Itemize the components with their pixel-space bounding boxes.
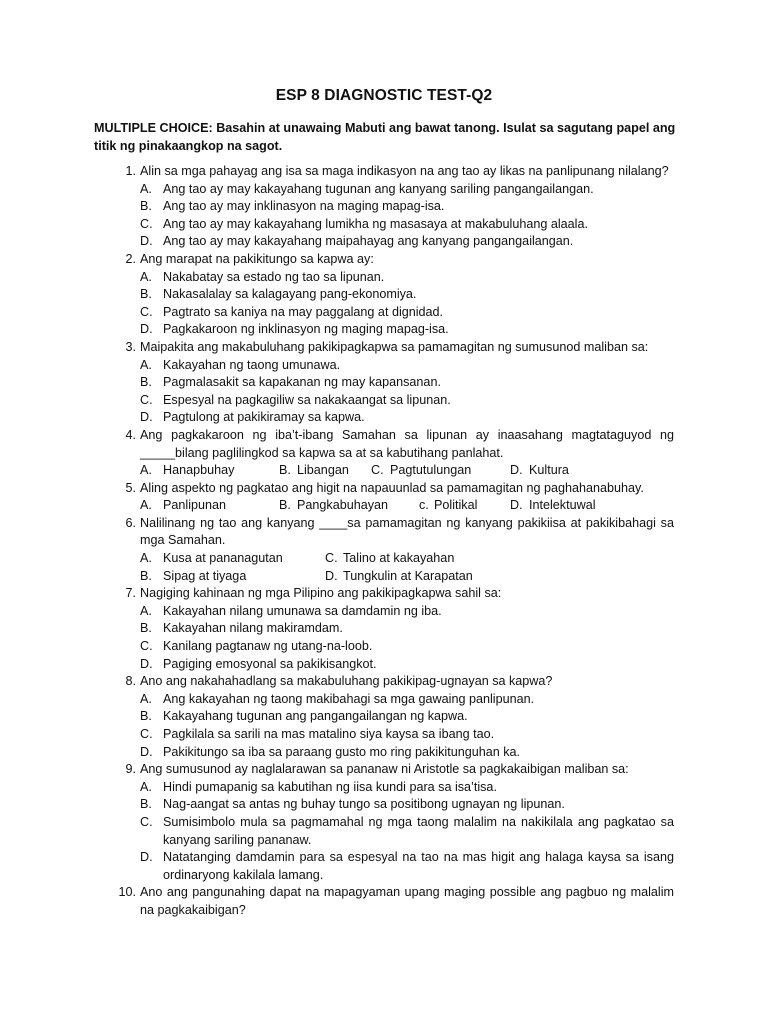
option-text: Panlipunan: [163, 498, 227, 513]
option-text: Pagiging emosyonal sa pakikisangkot.: [163, 656, 377, 671]
option-text: Ang tao ay may inklinasyon na maging mapag-isa.: [163, 199, 445, 214]
option-7b: [0, 620, 768, 638]
option-1c: [0, 216, 768, 234]
question-number: 3.: [125, 339, 136, 354]
question-text: Alin sa mga pahayag ang isa sa maga indikasyon na ang tao ay likas na panlipunang nilalang?: [140, 164, 669, 178]
option-text: Sumisimbolo mula sa pagmamahal ng mga taong malalim na nakikilala ang pagkatao sa kanyang sariling pananaw.: [163, 814, 674, 847]
option-8d: [0, 744, 768, 762]
option-text: Pakikitungo sa iba sa paraang gusto mo ring pakikitunguhan ka.: [163, 744, 521, 759]
option-9a: [0, 779, 768, 797]
option-letter: D.: [510, 463, 523, 478]
question-5: [0, 480, 768, 498]
option-letter: D.: [140, 744, 153, 759]
option-text: Kanilang pagtanaw ng utang-na-loob.: [163, 639, 373, 654]
option-2a: [0, 269, 768, 287]
option-letter: B.: [140, 375, 152, 390]
option-row-6a: [0, 550, 768, 568]
option-text: Talino at kakayahan: [343, 551, 455, 566]
option-letter: D.: [140, 234, 153, 249]
option-letter: B.: [140, 287, 152, 302]
option-3d: [0, 409, 768, 427]
option-letter: C.: [140, 392, 153, 407]
question-4: [0, 427, 768, 462]
option-letter: A.: [140, 691, 152, 706]
question-number: 2.: [125, 251, 136, 266]
option-text: Kakayahan nilang makiramdam.: [163, 621, 343, 636]
option-text: Sipag at tiyaga: [163, 568, 247, 583]
option-letter: A.: [140, 498, 152, 513]
option-letter: B.: [140, 797, 152, 812]
option-text: Pangkabuhayan: [297, 498, 389, 513]
question-9: [0, 761, 768, 779]
option-letter: D.: [140, 850, 153, 865]
option-text: Espesyal na pagkagiliw sa nakakaangat sa lipunan.: [163, 392, 451, 407]
option-9b: [0, 796, 768, 814]
option-3a: [0, 357, 768, 375]
option-letter: D.: [510, 498, 523, 513]
question-text: Ano ang pangunahing dapat na mapagyaman upang maging possible ang pagbuo ng malalim na pagkakaibigan?: [140, 885, 674, 917]
option-letter: D.: [140, 322, 153, 337]
page-title: ESP 8 DIAGNOSTIC TEST-Q2: [275, 87, 493, 104]
option-letter: B.: [279, 498, 291, 513]
question-3: [0, 339, 768, 357]
option-7d: [0, 656, 768, 674]
option-8a: [0, 691, 768, 709]
option-letter: c.: [419, 498, 429, 513]
option-2d: [0, 321, 768, 339]
option-letter: D.: [140, 410, 153, 425]
option-text: Ang tao ay may kakayahang lumikha ng masasaya at makabuluhang alaala.: [163, 216, 588, 231]
option-letter: A.: [140, 779, 152, 794]
question-10: [0, 884, 768, 919]
question-text: Nagiging kahinaan ng mga Pilipino ang pakikipagkapwa sahil sa:: [140, 586, 502, 601]
option-letter: C.: [140, 216, 153, 231]
option-2b: [0, 286, 768, 304]
question-number: 9.: [125, 762, 136, 777]
question-text: Ang pagkakaroon ng iba’t-ibang Samahan sa lipunan ay inaasahang magtataguyod ng _____bilang paglilingkod sa kapwa sa at sa kabutihang panlahat.: [140, 427, 674, 460]
option-3b: [0, 374, 768, 392]
option-text: Kultura: [529, 463, 569, 478]
option-letter: A.: [140, 463, 152, 478]
question-number: 1.: [125, 164, 136, 178]
option-text: Pagtutulungan: [390, 463, 472, 478]
question-7: [0, 585, 768, 603]
option-letter: B.: [140, 709, 152, 724]
question-text: Ang marapat na pakikitungo sa kapwa ay:: [140, 251, 374, 266]
option-letter: B.: [140, 621, 152, 636]
option-text: Ang tao ay may kakayahang tugunan ang kanyang sariling pangangailangan.: [163, 181, 594, 196]
option-text: Nakasalalay sa kalagayang pang-ekonomiya.: [163, 287, 417, 302]
option-letter: C.: [140, 304, 153, 319]
option-letter: C.: [140, 727, 153, 741]
option-text: Libangan: [297, 463, 349, 478]
question-number: 8.: [125, 674, 136, 689]
option-9d: [0, 849, 768, 884]
option-text: Pagkilala sa sarili na mas matalino siya kaysa sa ibang tao.: [163, 727, 495, 741]
option-3c: [0, 392, 768, 410]
option-8b: [0, 708, 768, 726]
option-row-6b: [0, 568, 768, 586]
option-letter: D.: [140, 656, 153, 671]
option-9c: [0, 814, 768, 849]
option-1b: [0, 198, 768, 216]
option-text: Pagkakaroon ng inklinasyon ng maging mapag-isa.: [163, 322, 449, 337]
option-text: Kakayahan ng taong umunawa.: [163, 357, 341, 372]
option-text: Hanapbuhay: [163, 463, 235, 478]
question-number: 4.: [125, 427, 136, 442]
question-text: Nalilinang ng tao ang kanyang ____sa pamamagitan ng kanyang pakikiisa at pakikibahagi sa mga Samahan.: [140, 515, 674, 548]
option-text: Nag-aangat sa antas ng buhay tungo sa positibong ugnayan ng lipunan.: [163, 797, 565, 812]
question-number: 5.: [125, 480, 136, 495]
option-text: Politikal: [434, 498, 478, 513]
option-1d: [0, 233, 768, 251]
question-text: Ang sumusunod ay naglalarawan sa pananaw ni Aristotle sa pagkakaibigan maliban sa:: [140, 762, 629, 777]
question-1: [0, 163, 768, 181]
option-text: Hindi pumapanig sa kabutihan ng iisa kundi para sa isa’tisa.: [163, 779, 497, 794]
option-letter: A.: [140, 603, 152, 618]
question-2: [0, 251, 768, 269]
option-row-4: [0, 462, 768, 480]
option-letter: B.: [279, 463, 291, 478]
question-text: Maipakita ang makabuluhang pakikipagkapwa sa pamamagitan ng sumusunod maliban sa:: [140, 339, 649, 354]
option-letter: A.: [140, 551, 152, 566]
question-6: [0, 515, 768, 550]
option-letter: A.: [140, 269, 152, 284]
option-text: Natatanging damdamin para sa espesyal na tao na mas higit ang halaga kaysa sa isang ordinaryong kakilala lamang.: [163, 850, 674, 882]
instructions: MULTIPLE CHOICE: Basahin at unawaing Mabuti ang bawat tanong. Isulat sa sagutang papel ang titik ng pinakaangkop na sagot.: [94, 121, 676, 153]
option-letter: C.: [140, 814, 153, 829]
option-letter: A.: [140, 181, 152, 196]
option-7a: [0, 603, 768, 621]
option-letter: C.: [325, 551, 338, 566]
option-letter: D.: [325, 568, 338, 583]
question-text: Ano ang nakahahadlang sa makabuluhang pakikipag-ugnayan sa kapwa?: [140, 674, 553, 689]
option-text: Pagmalasakit sa kapakanan ng may kapansanan.: [163, 375, 441, 390]
option-letter: C.: [140, 639, 153, 654]
option-text: Ang kakayahan ng taong makibahagi sa mga gawaing panlipunan.: [163, 691, 535, 706]
option-letter: A.: [140, 357, 152, 372]
option-letter: B.: [140, 568, 152, 583]
option-text: Intelektuwal: [529, 498, 596, 513]
option-2c: [0, 304, 768, 322]
question-list: [0, 163, 768, 920]
question-8: [0, 673, 768, 691]
option-letter: B.: [140, 199, 152, 214]
option-1a: [0, 181, 768, 199]
option-text: Pagtulong at pakikiramay sa kapwa.: [163, 410, 365, 425]
question-text: Aling aspekto ng pagkatao ang higit na napauunlad sa pamamagitan ng paghahanabuhay.: [140, 480, 644, 495]
question-number: 10.: [118, 885, 136, 900]
option-text: Tungkulin at Karapatan: [343, 568, 473, 583]
option-text: Ang tao ay may kakayahang maipahayag ang kanyang pangangailangan.: [163, 234, 574, 249]
question-number: 7.: [125, 586, 136, 601]
option-7c: [0, 638, 768, 656]
option-row-5: [0, 497, 768, 515]
option-letter: C.: [371, 463, 384, 478]
option-text: Kusa at pananagutan: [163, 551, 283, 566]
option-text: Kakayahang tugunan ang pangangailangan ng kapwa.: [163, 709, 468, 724]
option-8c: [0, 726, 768, 744]
option-text: Nakabatay sa estado ng tao sa lipunan.: [163, 269, 385, 284]
option-text: Pagtrato sa kaniya na may paggalang at dignidad.: [163, 304, 444, 319]
option-text: Kakayahan nilang umunawa sa damdamin ng iba.: [163, 603, 442, 618]
question-number: 6.: [125, 515, 136, 530]
